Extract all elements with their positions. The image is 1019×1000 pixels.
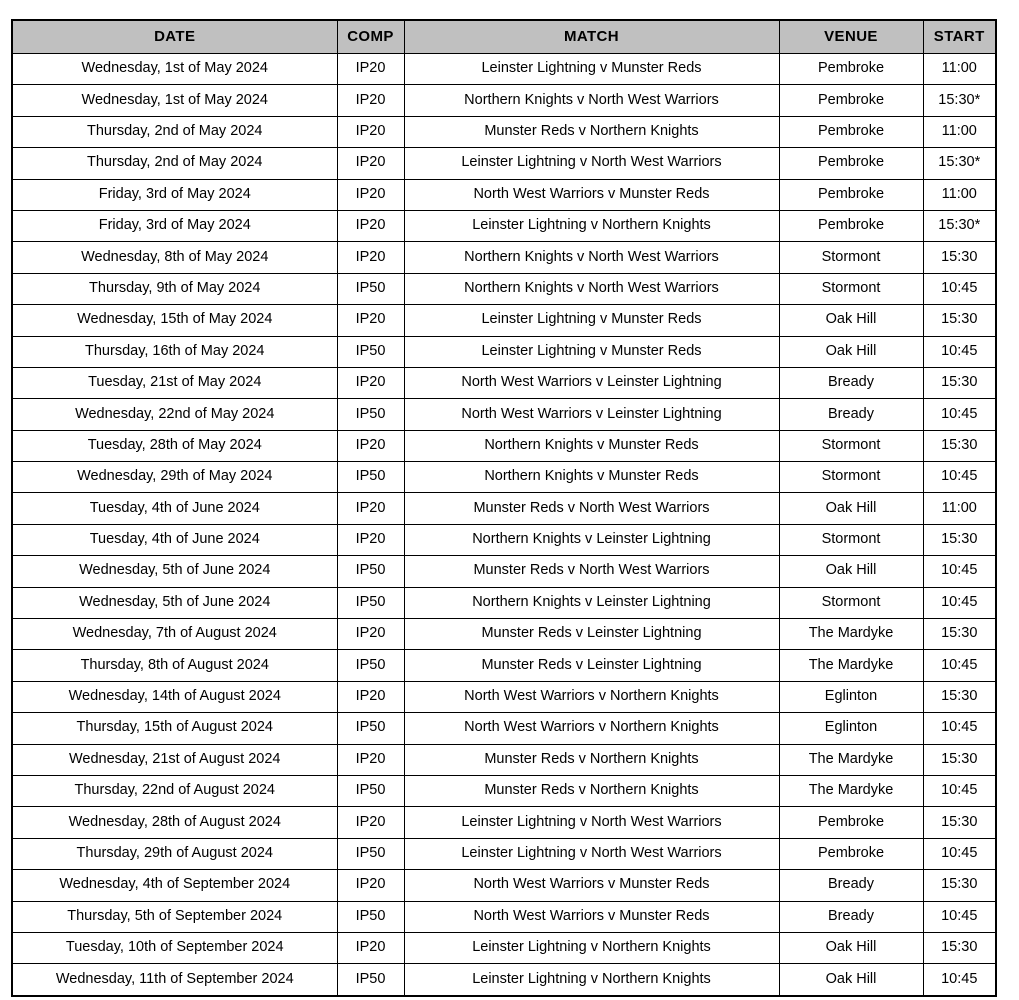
cell-comp: IP20 bbox=[337, 179, 404, 210]
cell-start: 11:00 bbox=[923, 116, 996, 147]
cell-match: Leinster Lightning v Northern Knights bbox=[404, 932, 779, 963]
cell-venue: Oak Hill bbox=[779, 493, 923, 524]
cell-comp: IP50 bbox=[337, 713, 404, 744]
cell-comp: IP50 bbox=[337, 901, 404, 932]
cell-match: Northern Knights v Munster Reds bbox=[404, 462, 779, 493]
cell-date: Thursday, 9th of May 2024 bbox=[12, 273, 337, 304]
cell-venue: Oak Hill bbox=[779, 556, 923, 587]
cell-match: Munster Reds v Leinster Lightning bbox=[404, 650, 779, 681]
cell-date: Tuesday, 28th of May 2024 bbox=[12, 430, 337, 461]
cell-date: Wednesday, 21st of August 2024 bbox=[12, 744, 337, 775]
cell-venue: Bready bbox=[779, 399, 923, 430]
cell-comp: IP20 bbox=[337, 681, 404, 712]
table-row bbox=[12, 462, 996, 493]
cell-comp: IP20 bbox=[337, 524, 404, 555]
cell-start: 15:30 bbox=[923, 681, 996, 712]
cell-date: Tuesday, 21st of May 2024 bbox=[12, 367, 337, 398]
cell-comp: IP50 bbox=[337, 775, 404, 806]
cell-comp: IP20 bbox=[337, 54, 404, 85]
cell-start: 10:45 bbox=[923, 336, 996, 367]
table-row bbox=[12, 713, 996, 744]
cell-date: Friday, 3rd of May 2024 bbox=[12, 210, 337, 241]
cell-venue: Stormont bbox=[779, 587, 923, 618]
cell-date: Wednesday, 4th of September 2024 bbox=[12, 870, 337, 901]
table-row bbox=[12, 273, 996, 304]
cell-date: Wednesday, 8th of May 2024 bbox=[12, 242, 337, 273]
table-header-row bbox=[12, 20, 996, 54]
table-row bbox=[12, 650, 996, 681]
table-row bbox=[12, 85, 996, 116]
table-row bbox=[12, 775, 996, 806]
table-row bbox=[12, 336, 996, 367]
cell-date: Thursday, 2nd of May 2024 bbox=[12, 116, 337, 147]
table-row bbox=[12, 399, 996, 430]
column-header-match[interactable]: MATCH bbox=[404, 20, 779, 54]
table-body bbox=[12, 54, 996, 996]
table-row bbox=[12, 148, 996, 179]
table-header bbox=[12, 20, 996, 54]
cell-start: 10:45 bbox=[923, 556, 996, 587]
cell-date: Thursday, 5th of September 2024 bbox=[12, 901, 337, 932]
cell-comp: IP20 bbox=[337, 870, 404, 901]
cell-venue: Bready bbox=[779, 901, 923, 932]
cell-comp: IP20 bbox=[337, 242, 404, 273]
cell-match: Northern Knights v North West Warriors bbox=[404, 273, 779, 304]
cell-venue: Oak Hill bbox=[779, 932, 923, 963]
table-row bbox=[12, 932, 996, 963]
cell-match: North West Warriors v Northern Knights bbox=[404, 713, 779, 744]
cell-match: North West Warriors v Northern Knights bbox=[404, 681, 779, 712]
cell-match: Munster Reds v Northern Knights bbox=[404, 744, 779, 775]
cell-match: Leinster Lightning v Munster Reds bbox=[404, 336, 779, 367]
table-row bbox=[12, 54, 996, 85]
cell-start: 15:30 bbox=[923, 524, 996, 555]
cell-comp: IP20 bbox=[337, 744, 404, 775]
cell-match: Northern Knights v North West Warriors bbox=[404, 85, 779, 116]
cell-venue: Stormont bbox=[779, 524, 923, 555]
table-row bbox=[12, 556, 996, 587]
cell-match: Northern Knights v North West Warriors bbox=[404, 242, 779, 273]
cell-venue: The Mardyke bbox=[779, 650, 923, 681]
cell-venue: Pembroke bbox=[779, 148, 923, 179]
table-row bbox=[12, 493, 996, 524]
cell-comp: IP20 bbox=[337, 619, 404, 650]
table-row bbox=[12, 430, 996, 461]
cell-start: 11:00 bbox=[923, 493, 996, 524]
table-row bbox=[12, 242, 996, 273]
table-row bbox=[12, 179, 996, 210]
cell-match: Northern Knights v Leinster Lightning bbox=[404, 524, 779, 555]
cell-comp: IP20 bbox=[337, 807, 404, 838]
cell-venue: Stormont bbox=[779, 462, 923, 493]
cell-venue: Pembroke bbox=[779, 85, 923, 116]
cell-date: Wednesday, 1st of May 2024 bbox=[12, 85, 337, 116]
cell-venue: Oak Hill bbox=[779, 964, 923, 996]
cell-date: Thursday, 2nd of May 2024 bbox=[12, 148, 337, 179]
cell-start: 10:45 bbox=[923, 901, 996, 932]
cell-start: 15:30 bbox=[923, 932, 996, 963]
cell-venue: The Mardyke bbox=[779, 775, 923, 806]
table-row bbox=[12, 870, 996, 901]
cell-comp: IP20 bbox=[337, 85, 404, 116]
cell-match: Munster Reds v North West Warriors bbox=[404, 493, 779, 524]
table-row bbox=[12, 587, 996, 618]
cell-match: Leinster Lightning v Northern Knights bbox=[404, 210, 779, 241]
cell-comp: IP50 bbox=[337, 399, 404, 430]
table-row bbox=[12, 210, 996, 241]
table-row bbox=[12, 305, 996, 336]
cell-match: Leinster Lightning v Northern Knights bbox=[404, 964, 779, 996]
cell-start: 11:00 bbox=[923, 179, 996, 210]
cell-match: North West Warriors v Leinster Lightning bbox=[404, 367, 779, 398]
cell-start: 10:45 bbox=[923, 462, 996, 493]
cell-start: 10:45 bbox=[923, 650, 996, 681]
cell-venue: Stormont bbox=[779, 430, 923, 461]
cell-venue: Bready bbox=[779, 367, 923, 398]
cell-match: Leinster Lightning v North West Warriors bbox=[404, 148, 779, 179]
cell-comp: IP20 bbox=[337, 367, 404, 398]
cell-match: Leinster Lightning v North West Warriors bbox=[404, 838, 779, 869]
table-row bbox=[12, 524, 996, 555]
table-row bbox=[12, 901, 996, 932]
table-row bbox=[12, 116, 996, 147]
cell-start: 10:45 bbox=[923, 964, 996, 996]
cell-date: Wednesday, 1st of May 2024 bbox=[12, 54, 337, 85]
cell-date: Tuesday, 4th of June 2024 bbox=[12, 524, 337, 555]
cell-date: Wednesday, 14th of August 2024 bbox=[12, 681, 337, 712]
cell-date: Wednesday, 15th of May 2024 bbox=[12, 305, 337, 336]
table-row bbox=[12, 367, 996, 398]
table-row bbox=[12, 619, 996, 650]
cell-match: Leinster Lightning v North West Warriors bbox=[404, 807, 779, 838]
cell-venue: Bready bbox=[779, 870, 923, 901]
cell-match: North West Warriors v Leinster Lightning bbox=[404, 399, 779, 430]
cell-venue: Pembroke bbox=[779, 838, 923, 869]
cell-comp: IP20 bbox=[337, 305, 404, 336]
cell-match: Munster Reds v North West Warriors bbox=[404, 556, 779, 587]
column-header-comp[interactable]: COMP bbox=[337, 20, 404, 54]
column-header-date[interactable]: DATE bbox=[12, 20, 337, 54]
cell-comp: IP20 bbox=[337, 932, 404, 963]
cell-comp: IP20 bbox=[337, 430, 404, 461]
cell-start: 15:30 bbox=[923, 870, 996, 901]
cell-start: 15:30* bbox=[923, 85, 996, 116]
cell-date: Thursday, 8th of August 2024 bbox=[12, 650, 337, 681]
cell-comp: IP50 bbox=[337, 273, 404, 304]
cell-start: 10:45 bbox=[923, 273, 996, 304]
cell-date: Thursday, 29th of August 2024 bbox=[12, 838, 337, 869]
cell-date: Tuesday, 10th of September 2024 bbox=[12, 932, 337, 963]
cell-date: Thursday, 15th of August 2024 bbox=[12, 713, 337, 744]
cell-comp: IP50 bbox=[337, 650, 404, 681]
cell-match: Northern Knights v Munster Reds bbox=[404, 430, 779, 461]
cell-venue: The Mardyke bbox=[779, 744, 923, 775]
cell-start: 15:30 bbox=[923, 305, 996, 336]
cell-date: Wednesday, 28th of August 2024 bbox=[12, 807, 337, 838]
cell-comp: IP50 bbox=[337, 336, 404, 367]
cell-date: Friday, 3rd of May 2024 bbox=[12, 179, 337, 210]
cell-match: North West Warriors v Munster Reds bbox=[404, 901, 779, 932]
cell-start: 15:30 bbox=[923, 744, 996, 775]
cell-date: Wednesday, 5th of June 2024 bbox=[12, 556, 337, 587]
cell-match: North West Warriors v Munster Reds bbox=[404, 870, 779, 901]
cell-venue: Stormont bbox=[779, 273, 923, 304]
cell-comp: IP50 bbox=[337, 587, 404, 618]
column-header-start[interactable]: START bbox=[923, 20, 996, 54]
cell-comp: IP50 bbox=[337, 462, 404, 493]
table-row bbox=[12, 964, 996, 996]
cell-date: Wednesday, 22nd of May 2024 bbox=[12, 399, 337, 430]
cell-venue: Oak Hill bbox=[779, 305, 923, 336]
cell-start: 10:45 bbox=[923, 587, 996, 618]
table-row bbox=[12, 744, 996, 775]
cell-start: 10:45 bbox=[923, 713, 996, 744]
cell-start: 15:30 bbox=[923, 367, 996, 398]
cell-start: 15:30* bbox=[923, 148, 996, 179]
cell-start: 11:00 bbox=[923, 54, 996, 85]
cell-date: Thursday, 22nd of August 2024 bbox=[12, 775, 337, 806]
cell-start: 15:30 bbox=[923, 807, 996, 838]
cell-date: Wednesday, 29th of May 2024 bbox=[12, 462, 337, 493]
cell-match: Leinster Lightning v Munster Reds bbox=[404, 54, 779, 85]
fixtures-schedule-table bbox=[11, 19, 997, 997]
cell-venue: Pembroke bbox=[779, 54, 923, 85]
cell-comp: IP50 bbox=[337, 964, 404, 996]
cell-venue: Eglinton bbox=[779, 681, 923, 712]
cell-start: 15:30* bbox=[923, 210, 996, 241]
cell-start: 15:30 bbox=[923, 242, 996, 273]
cell-comp: IP20 bbox=[337, 210, 404, 241]
cell-venue: Eglinton bbox=[779, 713, 923, 744]
cell-start: 10:45 bbox=[923, 775, 996, 806]
cell-start: 15:30 bbox=[923, 430, 996, 461]
cell-date: Wednesday, 7th of August 2024 bbox=[12, 619, 337, 650]
cell-date: Wednesday, 5th of June 2024 bbox=[12, 587, 337, 618]
cell-venue: Pembroke bbox=[779, 210, 923, 241]
cell-match: Munster Reds v Leinster Lightning bbox=[404, 619, 779, 650]
cell-match: Munster Reds v Northern Knights bbox=[404, 775, 779, 806]
cell-match: Northern Knights v Leinster Lightning bbox=[404, 587, 779, 618]
cell-match: Leinster Lightning v Munster Reds bbox=[404, 305, 779, 336]
cell-venue: Oak Hill bbox=[779, 336, 923, 367]
cell-start: 10:45 bbox=[923, 838, 996, 869]
cell-comp: IP20 bbox=[337, 493, 404, 524]
cell-venue: Pembroke bbox=[779, 179, 923, 210]
table-row bbox=[12, 807, 996, 838]
cell-date: Wednesday, 11th of September 2024 bbox=[12, 964, 337, 996]
cell-comp: IP50 bbox=[337, 556, 404, 587]
cell-start: 10:45 bbox=[923, 399, 996, 430]
table-row bbox=[12, 681, 996, 712]
table-row bbox=[12, 838, 996, 869]
cell-venue: Pembroke bbox=[779, 116, 923, 147]
cell-match: Munster Reds v Northern Knights bbox=[404, 116, 779, 147]
cell-comp: IP50 bbox=[337, 838, 404, 869]
cell-comp: IP20 bbox=[337, 116, 404, 147]
cell-match: North West Warriors v Munster Reds bbox=[404, 179, 779, 210]
cell-comp: IP20 bbox=[337, 148, 404, 179]
cell-venue: The Mardyke bbox=[779, 619, 923, 650]
cell-venue: Stormont bbox=[779, 242, 923, 273]
cell-date: Tuesday, 4th of June 2024 bbox=[12, 493, 337, 524]
column-header-venue[interactable]: VENUE bbox=[779, 20, 923, 54]
cell-venue: Pembroke bbox=[779, 807, 923, 838]
cell-date: Thursday, 16th of May 2024 bbox=[12, 336, 337, 367]
fixtures-table-container bbox=[11, 19, 995, 987]
cell-start: 15:30 bbox=[923, 619, 996, 650]
